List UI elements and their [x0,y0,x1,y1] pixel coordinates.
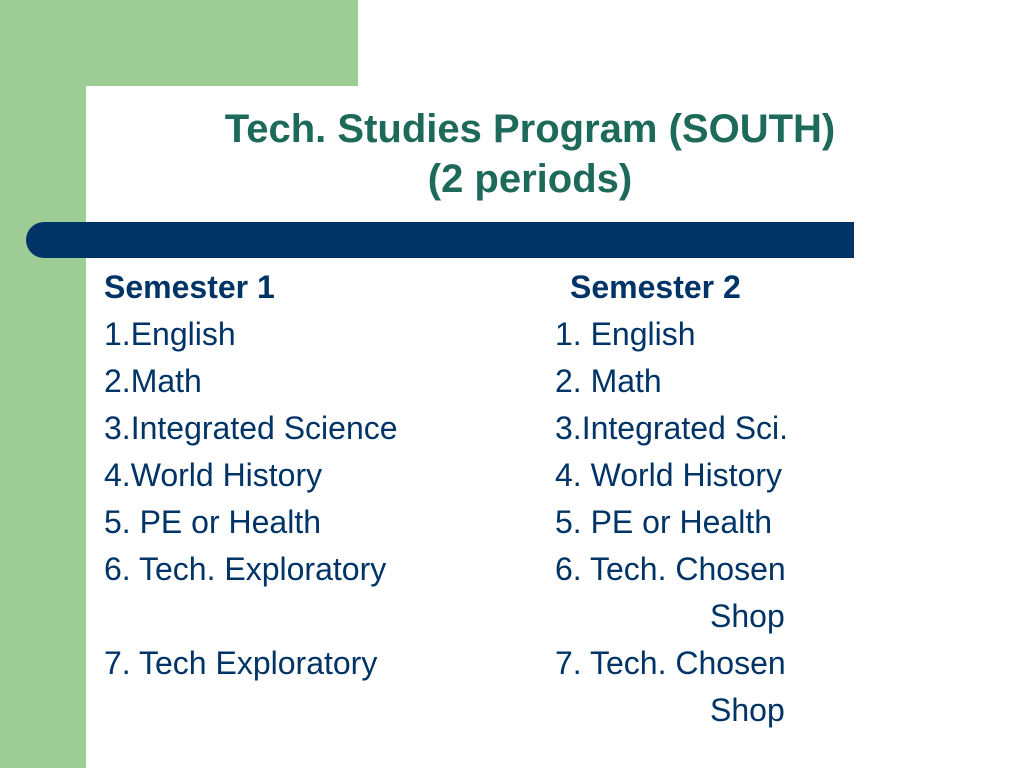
semester-1-item: 7. Tech Exploratory [104,645,378,681]
green-accent-vertical [0,0,86,768]
semester-1-item: 5. PE or Health [104,504,321,540]
slide-title [100,104,960,204]
semester-2-item: 5. PE or Health [555,504,772,540]
semester-1-heading: Semester 1 [104,269,275,305]
semester-1-item: 1.English [104,316,236,352]
semester-2-column [555,264,788,734]
semester-2-heading: Semester 2 [570,269,741,305]
semester-1-spacer [104,593,398,640]
semester-1-item: 2.Math [104,363,202,399]
semester-2-item-continuation: Shop [710,598,785,634]
semester-1-item: 4.World History [104,457,323,493]
green-accent-top [86,0,358,86]
semester-2-item-continuation: Shop [710,692,785,728]
semester-1-item: 3.Integrated Science [104,410,398,446]
title-line-1: Tech. Studies Program (SOUTH) [224,107,836,151]
navy-divider-bar [26,222,854,258]
semester-1-column [104,264,398,687]
semester-1-item: 6. Tech. Exploratory [104,551,387,587]
semester-2-item: 4. World History [555,457,783,493]
semester-2-item: 3.Integrated Sci. [555,410,789,446]
title-line-2: (2 periods) [427,157,633,201]
semester-2-item: 1. English [555,316,696,352]
semester-2-item: 2. Math [555,363,662,399]
semester-2-item: 6. Tech. Chosen [555,551,786,587]
semester-2-item: 7. Tech. Chosen [555,645,786,681]
